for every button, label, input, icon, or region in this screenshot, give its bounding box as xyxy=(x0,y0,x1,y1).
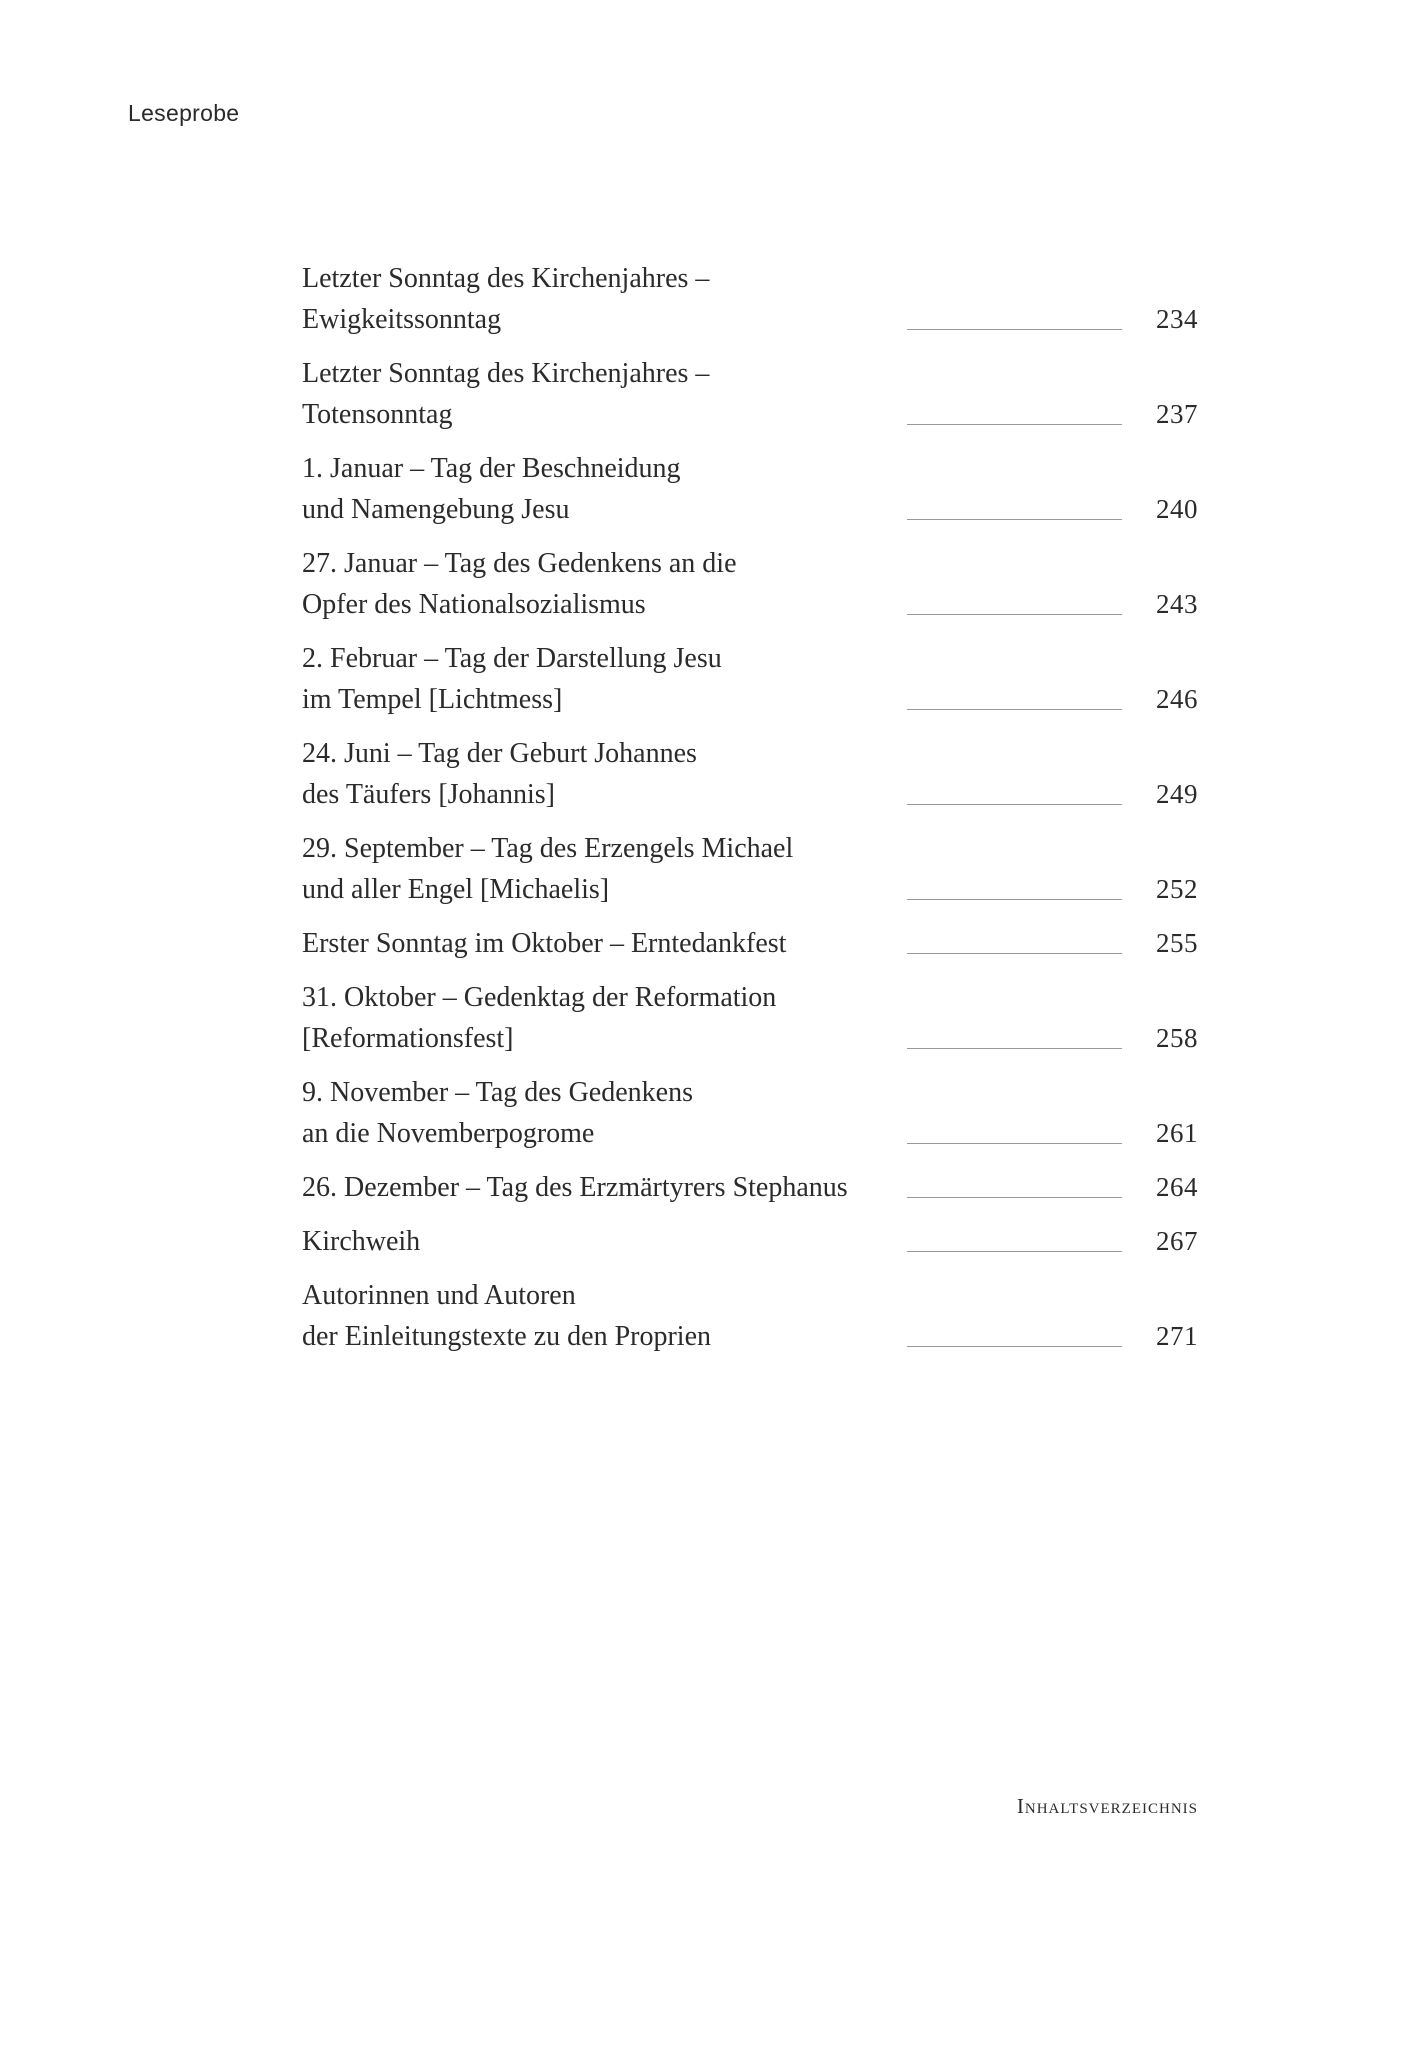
toc-leader-line xyxy=(907,1197,1122,1198)
toc-page-number: 258 xyxy=(1156,1023,1198,1053)
toc-entry-title xyxy=(302,638,902,720)
toc-page-number: 252 xyxy=(1156,874,1198,904)
toc-entry-title-line: und Namengebung Jesu xyxy=(302,494,570,525)
toc-leader-line xyxy=(907,1143,1122,1144)
toc-entry-title xyxy=(302,733,902,815)
toc-page-number: 237 xyxy=(1156,399,1198,429)
toc-entry-title-line: Totensonntag xyxy=(302,399,453,430)
toc-entry-title-line: 31. Oktober – Gedenktag der Reformation xyxy=(302,982,777,1013)
toc-entry-title-line: 26. Dezember – Tag des Erzmärtyrers Stephanus xyxy=(302,1172,848,1203)
toc-entry-title xyxy=(302,1221,902,1262)
toc-entry-title-line: an die Novemberpogrome xyxy=(302,1118,595,1149)
toc-entry-title-line: [Reformationsfest] xyxy=(302,1023,514,1054)
toc-entry-title-line: 27. Januar – Tag des Gedenkens an die xyxy=(302,548,737,579)
footer-section-title: Inhaltsverzeichnis xyxy=(1016,1794,1198,1818)
toc-page-number: 240 xyxy=(1156,494,1198,524)
toc-entry xyxy=(302,828,1198,910)
toc-leader-line xyxy=(907,709,1122,710)
toc-entry-title-line: Erster Sonntag im Oktober – Erntedankfest xyxy=(302,928,787,959)
toc-leader-line xyxy=(907,899,1122,900)
toc-entry-title xyxy=(302,1275,902,1357)
toc-page-number: 243 xyxy=(1156,589,1198,619)
toc-leader-line xyxy=(907,1346,1122,1347)
table-of-contents xyxy=(302,258,1198,1370)
toc-entry-title xyxy=(302,977,902,1059)
toc-page-number: 255 xyxy=(1156,928,1198,958)
toc-entry-title-line: 9. November – Tag des Gedenkens xyxy=(302,1077,693,1108)
toc-entry-title xyxy=(302,1167,902,1208)
toc-entry xyxy=(302,448,1198,530)
toc-entry-title-line: Letzter Sonntag des Kirchenjahres – xyxy=(302,263,710,294)
toc-page-number: 271 xyxy=(1156,1321,1198,1351)
toc-entry-title xyxy=(302,1072,902,1154)
toc-entry-title-line: Ewigkeitssonntag xyxy=(302,304,502,335)
toc-entry xyxy=(302,923,1198,964)
toc-entry xyxy=(302,353,1198,435)
toc-entry-title xyxy=(302,828,902,910)
toc-entry-title-line: Opfer des Nationalsozialismus xyxy=(302,589,646,620)
toc-entry-title xyxy=(302,543,902,625)
toc-entry-title-line: 2. Februar – Tag der Darstellung Jesu xyxy=(302,643,722,674)
toc-leader-line xyxy=(907,1251,1122,1252)
toc-entry xyxy=(302,258,1198,340)
toc-entry-title-line: 1. Januar – Tag der Beschneidung xyxy=(302,453,681,484)
toc-page-number: 264 xyxy=(1156,1172,1198,1202)
toc-entry xyxy=(302,543,1198,625)
toc-entry xyxy=(302,1072,1198,1154)
toc-entry-title-line: im Tempel [Lichtmess] xyxy=(302,684,563,715)
toc-leader-line xyxy=(907,329,1122,330)
toc-page-number: 249 xyxy=(1156,779,1198,809)
toc-page-number: 267 xyxy=(1156,1226,1198,1256)
toc-entry-title-line: und aller Engel [Michaelis] xyxy=(302,874,610,905)
toc-leader-line xyxy=(907,424,1122,425)
toc-entry-title xyxy=(302,258,902,340)
toc-entry-title xyxy=(302,923,902,964)
toc-leader-line xyxy=(907,953,1122,954)
toc-entry-title-line: Letzter Sonntag des Kirchenjahres – xyxy=(302,358,710,389)
toc-entry xyxy=(302,1275,1198,1357)
toc-page-number: 234 xyxy=(1156,304,1198,334)
header-label: Leseprobe xyxy=(128,100,240,126)
toc-entry-title-line: Autorinnen und Autoren xyxy=(302,1280,576,1311)
toc-entry xyxy=(302,1167,1198,1208)
toc-entry-title-line: 24. Juni – Tag der Geburt Johannes xyxy=(302,738,697,769)
toc-leader-line xyxy=(907,614,1122,615)
toc-entry-title xyxy=(302,448,902,530)
toc-page-number: 261 xyxy=(1156,1118,1198,1148)
toc-entry-title xyxy=(302,353,902,435)
toc-entry-title-line: der Einleitungstexte zu den Proprien xyxy=(302,1321,711,1352)
toc-leader-line xyxy=(907,519,1122,520)
toc-leader-line xyxy=(907,804,1122,805)
toc-entry-title-line: Kirchweih xyxy=(302,1226,421,1257)
toc-leader-line xyxy=(907,1048,1122,1049)
toc-entry xyxy=(302,733,1198,815)
toc-entry xyxy=(302,977,1198,1059)
toc-entry-title-line: des Täufers [Johannis] xyxy=(302,779,555,810)
toc-entry-title-line: 29. September – Tag des Erzengels Michael xyxy=(302,833,794,864)
toc-entry xyxy=(302,638,1198,720)
toc-entry xyxy=(302,1221,1198,1262)
toc-page-number: 246 xyxy=(1156,684,1198,714)
